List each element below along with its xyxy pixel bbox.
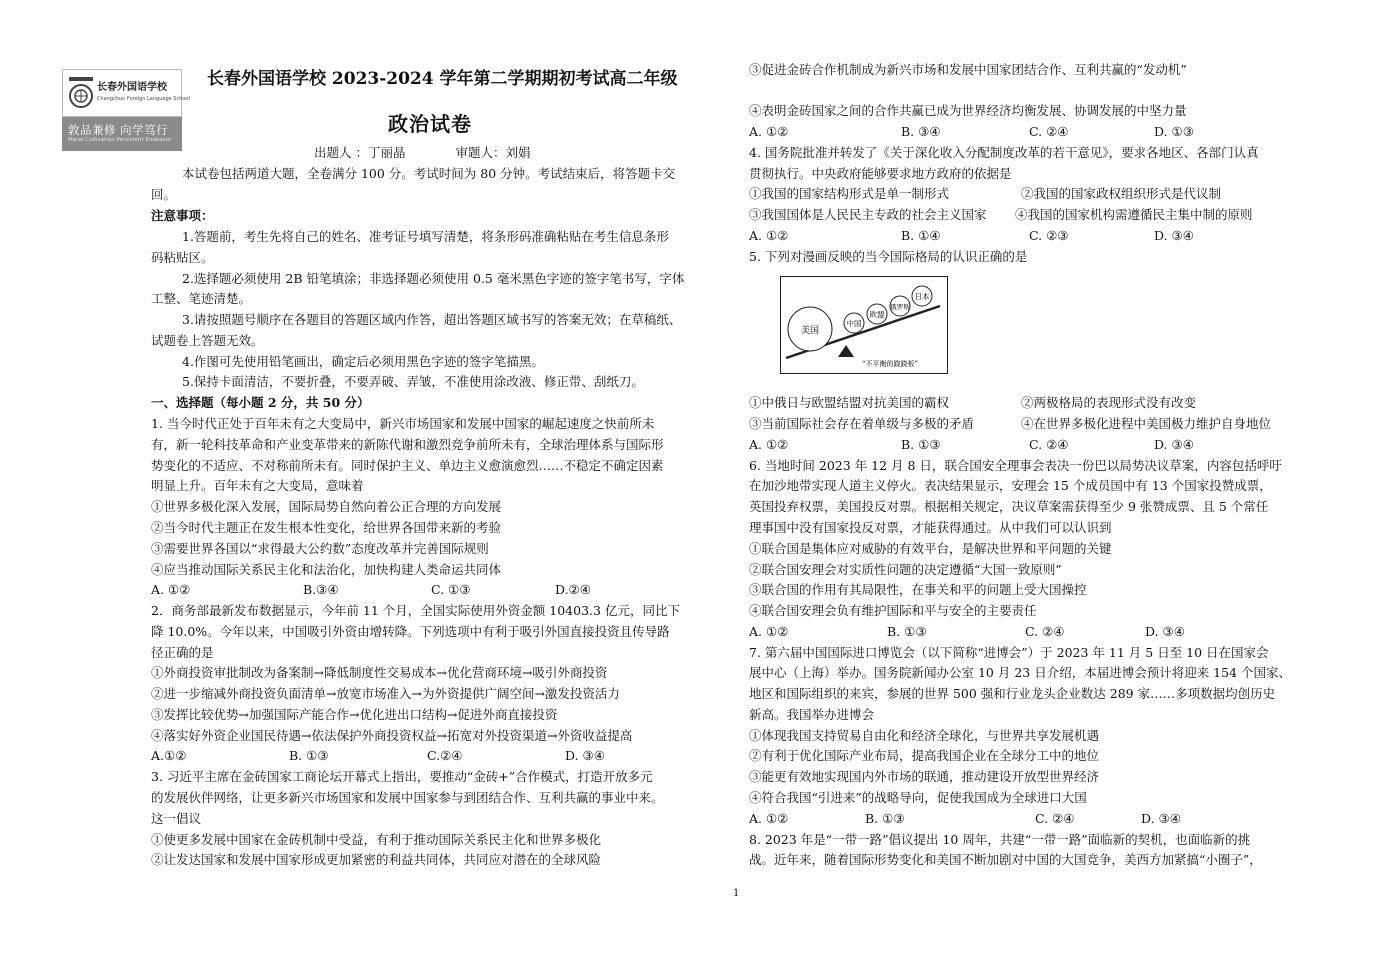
question-1-stem: 有，新一轮科技革命和产业变革带来的新陈代谢和激烈竞争前所未有，全球治理体系与国际形 <box>151 437 664 452</box>
option-b: B. ①③ <box>901 437 941 452</box>
option-b: B. ③④ <box>901 124 941 139</box>
option-c: C. ②④ <box>1029 124 1069 139</box>
question-7-statement: ①体现我国支持贸易自由化和经济全球化，与世界共享发展机遇 <box>749 728 1100 743</box>
question-1-statement: ③需要世界各国以“求得最大公约数”态度改革并完善国际规则 <box>151 541 489 556</box>
question-7-statement: ③能更有效地实现国内外市场的联通，推动建设开放型世界经济 <box>749 769 1100 784</box>
question-5-statement: ②两极格局的表现形式没有改变 <box>1021 395 1197 410</box>
question-2-statement: ④落实好外资企业国民待遇→依法保护外商投资权益→拓宽对外投资渠道→外资收益提高 <box>151 728 633 743</box>
question-6-stem: 6. 当地时间 2023 年 12 月 8 日，联合国安全理事会表决一份巴以局势决议草案，内容包括呼吁 <box>749 458 1282 473</box>
option-c: C. ①③ <box>431 582 471 597</box>
school-emblem-icon <box>67 76 95 110</box>
question-3-statement: ②让发达国家和发展中国家形成更加紧密的利益共同体，共同应对潜在的全球风险 <box>151 852 602 867</box>
option-a: A. ①② <box>749 624 789 639</box>
option-a: A. ①② <box>749 124 789 139</box>
question-3-stem: 3. 习近平主席在金砖国家工商论坛开幕式上指出，要推动“金砖+”合作模式，打造开放多元 <box>151 769 653 784</box>
option-c: C. ②④ <box>1035 811 1075 826</box>
exam-subtitle: 政治试卷 <box>388 112 472 136</box>
page-number: 1 <box>733 888 740 899</box>
question-7-statement: ②有利于优化国际产业布局，提高我国企业在全球分工中的地位 <box>749 748 1100 763</box>
logo-emblem-area <box>62 69 190 117</box>
label-eu: 欧盟 <box>869 310 885 319</box>
question-6-statement: ③联合国的作用有其局限性，在事关和平的问题上受大国操控 <box>749 582 1087 597</box>
question-5-statement: ③当前国际社会存在着单级与多极的矛盾 <box>749 416 975 431</box>
question-4-statement: ②我国的国家政权组织形式是代议制 <box>1021 186 1222 201</box>
question-7-statement: ④符合我国“引进来”的战略导向，促使我国成为全球进口大国 <box>749 790 1087 805</box>
question-7-stem: 新高。我国举办进博会 <box>749 707 875 722</box>
note-line: 2.选择题必须使用 2B 铅笔填涂；非选择题必须使用 0.5 毫米黑色字迹的签字笔书写，字体 <box>182 271 685 286</box>
logo-motto: 敦品兼修 向学笃行 <box>68 123 169 137</box>
option-a: A. ①② <box>749 437 789 452</box>
logo-school-name: 长春外国语学校 <box>97 82 167 93</box>
question-2-stem: 2．商务部最新发布数据显示，今年前 11 个月，全国实际使用外资金额 10403.3 亿元，同比下 <box>151 603 680 618</box>
note-line: 5.保持卡面清洁，不要折叠，不要弄破、弄皱，不准使用涂改液、修正带、刮纸刀。 <box>182 374 644 389</box>
question-2-statement: ②进一步缩减外商投资负面清单→放宽市场准入→为外资提供广阔空间→激发投资活力 <box>151 686 620 701</box>
intro-line: 回。 <box>151 187 177 202</box>
question-1-statement: ④应当推动国际关系民主化和法治化，加快构建人类命运共同体 <box>151 562 502 577</box>
question-2-stem: 降 10.0%。今年以来，中国吸引外资由增转降。下列选项中有利于吸引外国直接投资且传导路 <box>151 624 670 639</box>
label-china: 中国 <box>846 319 862 328</box>
note-line: 试题卷上答题无效。 <box>151 333 264 348</box>
note-line: 1.答题前，考生先将自己的姓名、准考证号填写清楚，将条形码准确粘贴在考生信息条形 <box>182 229 669 244</box>
seesaw-cartoon <box>780 276 948 374</box>
option-c: C. ②④ <box>1029 437 1069 452</box>
option-d: D. ①③ <box>1154 124 1194 139</box>
label-japan: 日本 <box>914 292 930 301</box>
option-a: A.①② <box>151 748 187 763</box>
question-6-stem: 理事国中没有国家投反对票，才能获得通过。从中我们可以认识到 <box>749 520 1112 535</box>
option-d: D. ③④ <box>1145 624 1185 639</box>
question-2-statement: ③发挥比较优势→加强国际产能合作→优化进出口结构→促进外商直接投资 <box>151 707 558 722</box>
option-b: B. ①③ <box>289 748 329 763</box>
note-line: 4.作图可先使用铅笔画出，确定后必须用黑色字迹的签字笔描黑。 <box>182 354 544 369</box>
question-6-statement: ①联合国是集体应对威胁的有效平台，是解决世界和平问题的关键 <box>749 541 1112 556</box>
option-d: D. ③④ <box>1141 811 1181 826</box>
option-a: A. ①② <box>749 811 789 826</box>
question-1-statement: ①世界多极化深入发展，国际局势自然向着公正合理的方向发展 <box>151 499 502 514</box>
note-line: 3.请按照题号顺序在各题目的答题区域内作答，超出答题区域书写的答案无效；在草稿纸、 <box>182 312 682 327</box>
question-4-statement: ④我国的国家机构需遵循民主集中制的原则 <box>1015 207 1253 222</box>
question-3-stem: 的发展伙伴网络，让更多新兴市场国家和发展中国家参与到团结合作、互利共赢的事业中来。 <box>151 790 664 805</box>
question-4-statement: ①我国的国家结构形式是单一制形式 <box>749 186 950 201</box>
question-3-statement: ④表明金砖国家之间的合作共赢已成为世界经济均衡发展、协调发展的中坚力量 <box>749 103 1187 118</box>
option-a: A. ①② <box>151 582 191 597</box>
option-d: D. ③④ <box>1154 437 1194 452</box>
section-heading: 一、选择题（每小题 2 分，共 50 分） <box>151 395 370 410</box>
question-6-statement: ④联合国安理会负有维护国际和平与安全的主要责任 <box>749 603 1037 618</box>
question-3-stem: 这一倡议 <box>151 811 202 826</box>
question-2-stem: 径正确的是 <box>151 645 214 660</box>
option-c: C.②④ <box>427 748 463 763</box>
option-a: A. ①② <box>749 228 789 243</box>
question-2-statement: ①外商投资审批制改为备案制→降低制度性交易成本→优化营商环境→吸引外商投资 <box>151 665 608 680</box>
question-8-stem: 8. 2023 年是“一带一路”倡议提出 10 周年，共建“一带一路”面临新的契机，也面临新的挑 <box>749 832 1251 847</box>
logo-motto-en: Moral Cultivation Persistent Endeavor <box>68 137 172 143</box>
school-logo <box>62 69 190 151</box>
option-c: C. ②④ <box>1025 624 1065 639</box>
question-7-stem: 展中心（上海）举办。国务院新闻办公室 10 月 23 日介绍，本届进博会预计将迎来 154 个国家、 <box>749 665 1292 680</box>
logo-school-name-en: Changchun Foreign Language School <box>97 96 190 102</box>
question-7-stem: 7. 第六届中国国际进口博览会（以下简称“进博会”）于 2023 年 11 月 5 日至 10 日在国家会 <box>749 645 1269 660</box>
question-6-stem: 在加沙地带实现人道主义停火。表决结果显示，安理会 15 个成员国中有 13 个国家投赞成票， <box>749 478 1272 493</box>
option-d: D. ③④ <box>565 748 605 763</box>
note-line: 码粘贴区。 <box>151 250 214 265</box>
label-usa: 美国 <box>800 326 820 336</box>
question-7-stem: 地区和国际组织的来宾，参展的世界 500 强和行业龙头企业数达 289 家……多项数据均创历史 <box>749 686 1276 701</box>
question-6-stem: 英国投弃权票，美国投反对票。根据相关规定，决议草案需获得至少 9 张赞成票、且 5 个常任 <box>749 499 1269 514</box>
question-4-stem: 贯彻执行。中央政府能够要求地方政府的依据是 <box>749 166 1012 181</box>
question-3-statement: ①使更多发展中国家在金砖机制中受益，有利于推动国际关系民主化和世界多极化 <box>151 832 602 847</box>
question-5-statement: ④在世界多极化进程中美国极力维护自身地位 <box>1021 416 1272 431</box>
exam-title: 长春外国语学校 2023-2024 学年第二学期期初考试高二年级 <box>207 69 678 89</box>
intro-line: 本试卷包括两道大题，全卷满分 100 分。考试时间为 80 分钟。考试结束后，将答题卡交 <box>182 166 676 181</box>
cartoon-caption: “不平衡的跷跷板” <box>861 360 919 368</box>
question-1-stem: 势变化的不适应、不对称前所未有。同时保护主义、单边主义愈演愈烈……不稳定不确定因素 <box>151 458 664 473</box>
question-6-statement: ②联合国安理会对实质性问题的决定遵循“大国一致原则” <box>749 562 1062 577</box>
question-4-statement: ③我国国体是人民民主专政的社会主义国家 <box>749 207 987 222</box>
option-b: B. ①③ <box>865 811 905 826</box>
note-line: 工整、笔迹清楚。 <box>151 291 252 306</box>
question-4-stem: 4. 国务院批准并转发了《关于深化收入分配制度改革的若干意见》，要求各地区、各部门认真 <box>749 145 1259 160</box>
question-1-stem: 明显上升。百年未有之大变局，意味着 <box>151 478 364 493</box>
option-d: D. ③④ <box>1154 228 1194 243</box>
exam-authors: 出题人 ：丁丽晶 审题人：刘娟 <box>314 145 531 160</box>
option-b: B.③④ <box>303 582 339 597</box>
notes-title: 注意事项： <box>151 208 214 223</box>
option-d: D.②④ <box>555 582 591 597</box>
question-1-stem: 1. 当今时代正处于百年未有之大变局中，新兴市场国家和发展中国家的崛起速度之快前所未 <box>151 416 655 431</box>
question-5-statement: ①中俄日与欧盟结盟对抗美国的霸权 <box>749 395 950 410</box>
option-b: B. ①④ <box>901 228 941 243</box>
option-b: B. ①③ <box>887 624 927 639</box>
option-c: C. ②③ <box>1029 228 1069 243</box>
question-3-statement: ③促进金砖合作机制成为新兴市场和发展中国家团结合作、互利共赢的“发动机” <box>749 62 1187 77</box>
label-russia: 俄罗斯 <box>890 303 910 311</box>
question-8-stem: 战。近年来，随着国际形势变化和美国不断加剧对中国的大国竞争，美西方加紧搞“小圈子”， <box>749 852 1262 867</box>
question-1-statement: ②当今时代主题正在发生根本性变化，给世界各国带来新的考验 <box>151 520 502 535</box>
question-5-stem: 5. 下列对漫画反映的当今国际格局的认识正确的是 <box>749 249 1028 264</box>
